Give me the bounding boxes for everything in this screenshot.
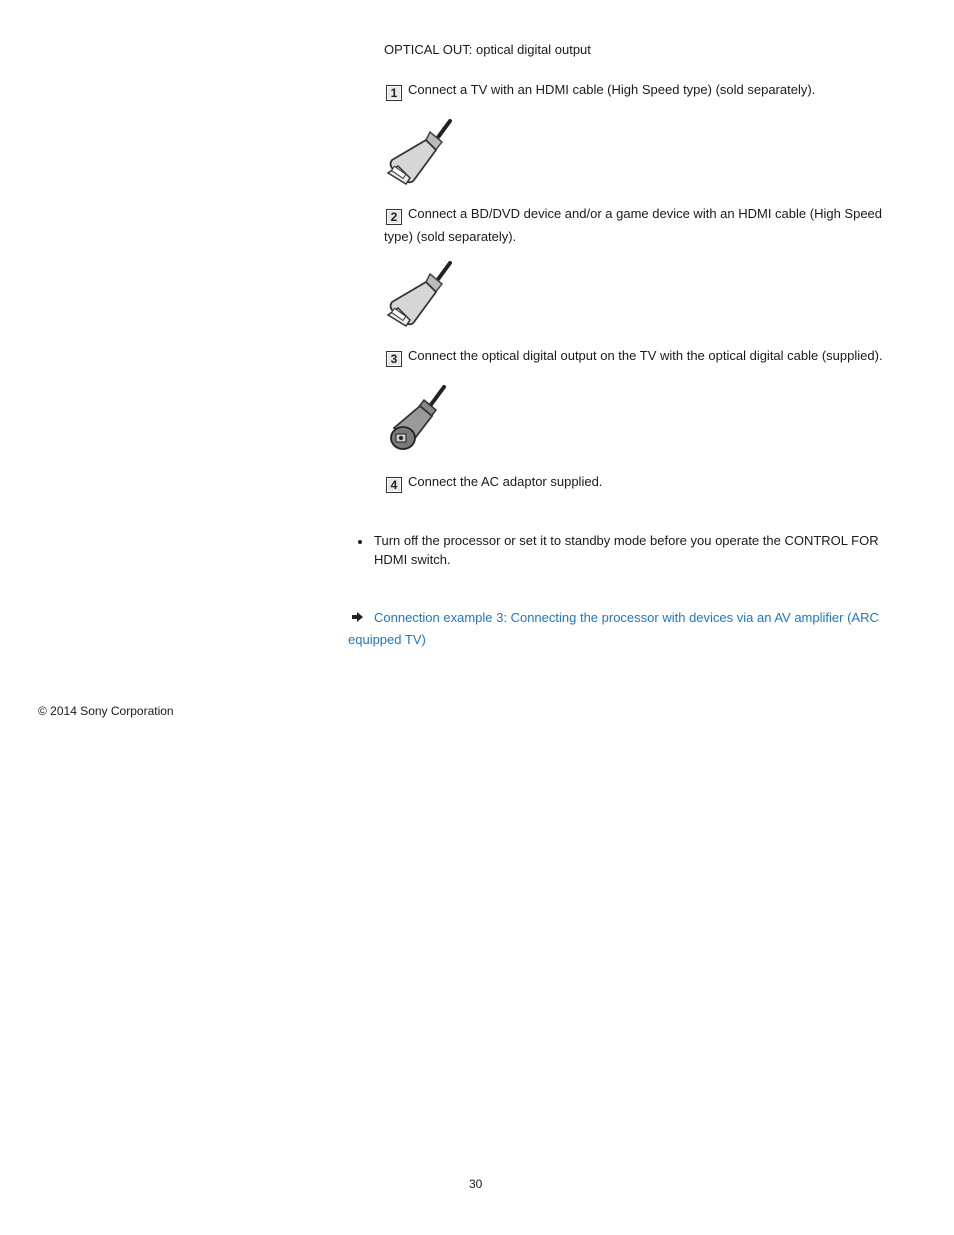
step-3 [386, 344, 916, 367]
step-4 [386, 470, 906, 493]
step-1-text: Connect a TV with an HDMI cable (High Speed type) (sold separately). [408, 82, 816, 97]
note-line2: HDMI switch. [374, 552, 451, 567]
step-2-text-line2: type) (sold separately). [384, 229, 517, 244]
step-3-text: Connect the optical digital output on the TV with the optical digital cable (supplied). [408, 348, 883, 363]
bullet-icon [358, 540, 362, 544]
page-number: 30 [469, 1177, 483, 1191]
note-line1: Turn off the processor or set it to standby mode before you operate the CONTROL FOR [374, 533, 879, 548]
step-2 [386, 202, 900, 225]
related-link[interactable]: Connection example 3: Connecting the processor with devices via an AV amplifier (ARC [374, 610, 879, 625]
step-number-badge: 2 [386, 209, 402, 225]
step-number-badge: 3 [386, 351, 402, 367]
related-link-continued[interactable]: equipped TV) [348, 632, 426, 647]
step-1 [386, 78, 906, 101]
arrow-right-icon [352, 611, 364, 623]
optical-out-label: OPTICAL OUT: optical digital output [384, 42, 591, 57]
copyright: © 2014 Sony Corporation [38, 704, 174, 718]
step-number-badge: 4 [386, 477, 402, 493]
hdmi-plug-icon [384, 260, 458, 332]
related-link-line2[interactable] [348, 629, 426, 651]
step-4-text: Connect the AC adaptor supplied. [408, 474, 603, 489]
related-link-line1[interactable] [374, 607, 898, 629]
step-number-badge: 1 [386, 85, 402, 101]
hdmi-plug-icon [384, 118, 458, 190]
optical-plug-icon [384, 384, 454, 456]
step-2-text-line1: Connect a BD/DVD device and/or a game device with an HDMI cable (High Speed [408, 206, 883, 221]
